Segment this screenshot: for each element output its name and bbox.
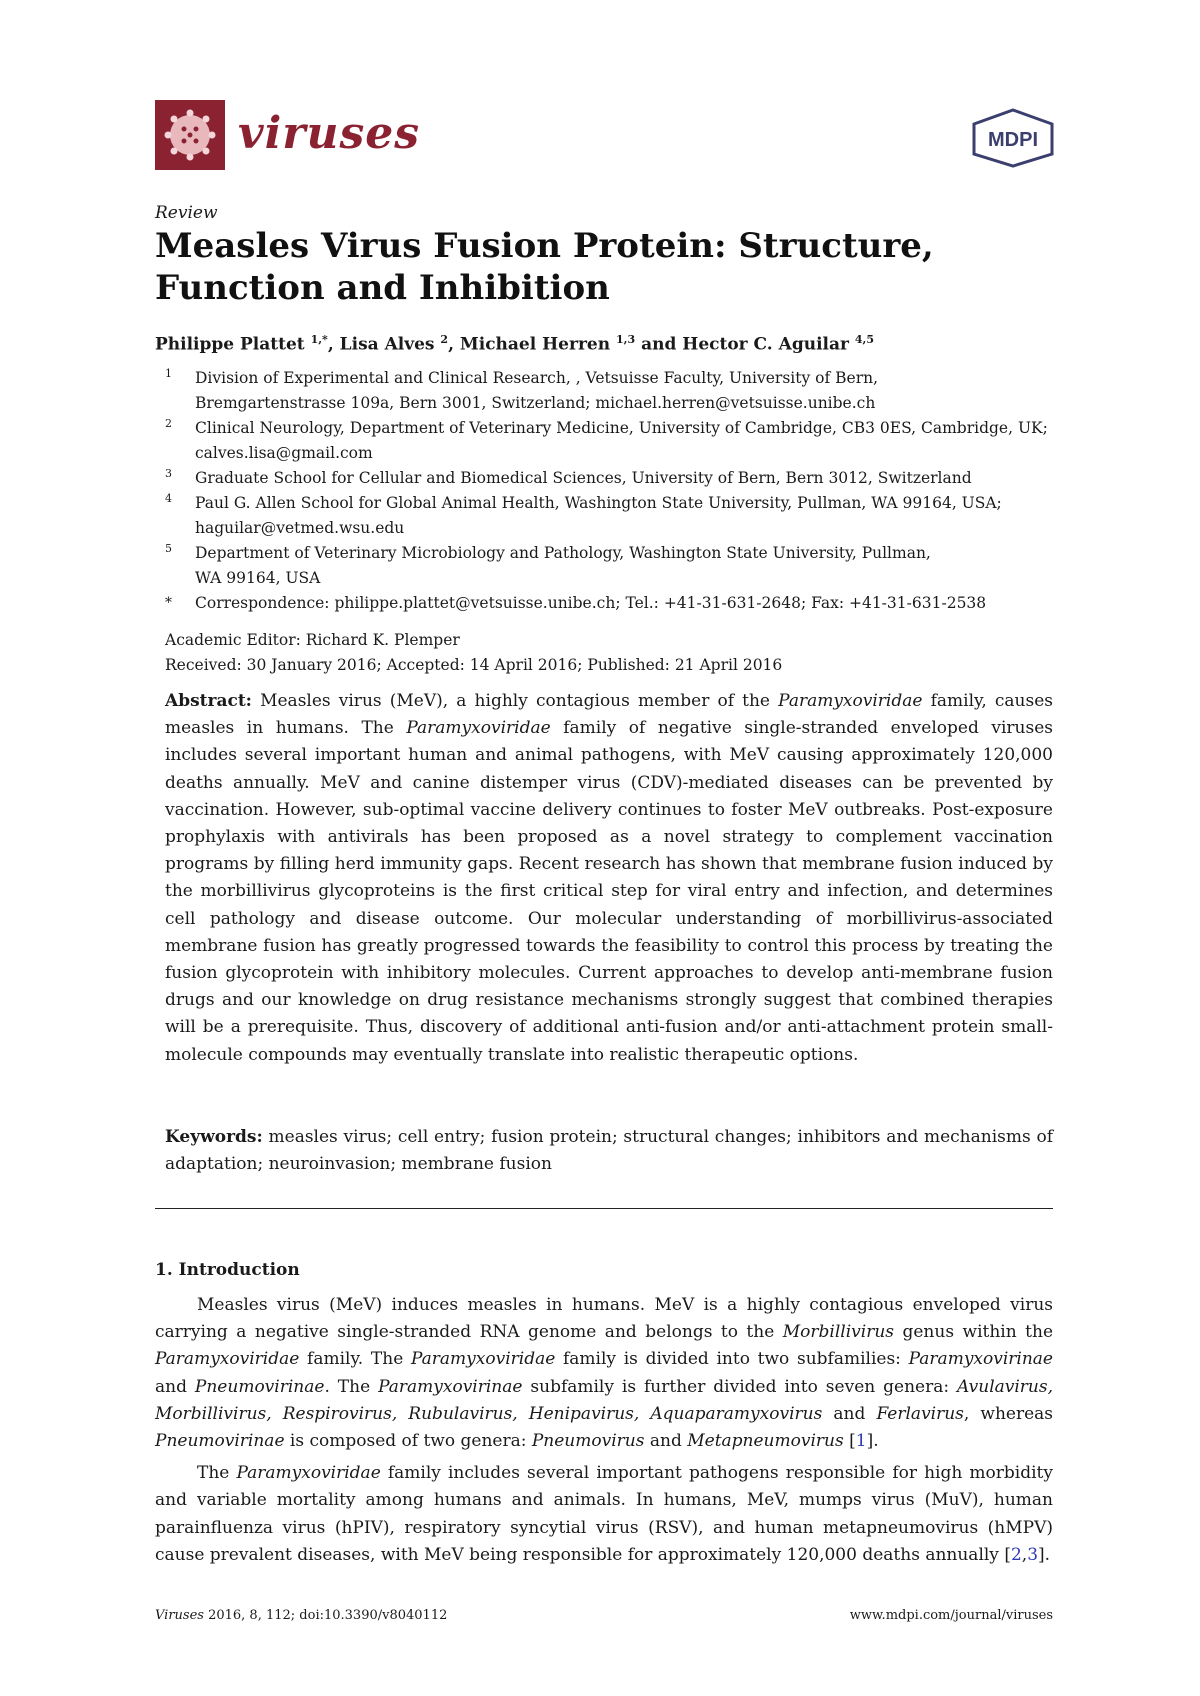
paragraph: Measles virus (MeV) induces measles in humans. MeV is a highly contagious enveloped virus carrying a negative single-stranded RNA genome and belongs to the Morbillivirus genus within the Paramyxoviridae family. The Paramyxoviridae family is divided into two subfamilies: Paramyxovirinae and Pneumovirinae. The Paramyxovirinae subfamily is further divided into seven genera: Avulavirus, Morbillivirus, Respirovirus, Rubulavirus, Henipavirus, Aquaparamyxovirus and Ferlavirus, whereas Pneumovirinae is composed of two genera: Pneumovirus and Metapneumovirus [1].	[155, 1295, 1054, 1452]
abstract: Abstract: Measles virus (MeV), a highly contagious member of the Paramyxoviridae family, causes measles in humans. The Paramyxoviridae family of negative single-stranded enveloped viruses includes several important human and animal pathogens, with MeV causing approximately 120,000 deaths annually. MeV and canine distemper virus (CDV)-mediated diseases can be prevented by vaccination. However, sub-optimal vaccine delivery continues to foster MeV outbreaks. Post-exposure prophylaxis with antivirals has been proposed as a novel strategy to complement vaccination programs by filling herd immunity gaps. Recent research has shown that membrane fusion induced by the morbillivirus glycoproteins is the first critical step for viral entry and infection, and determines cell pathology and disease outcome. Our molecular understanding of morbillivirus-associated membrane fusion has greatly progressed towards the feasibility to control this process by treating the fusion glycoprotein with inhibitory molecules. Current approaches to develop anti-membrane fusion drugs and our knowledge on drug resistance mechanisms strongly suggest that combined therapies will be a prerequisite. Thus, discovery of additional anti-fusion and/or anti-attachment protein small-molecule compounds may eventually translate into realistic therapeutic options.	[165, 691, 1054, 1065]
affiliation-number: 3	[165, 467, 172, 480]
virus-icon	[155, 100, 225, 170]
affiliation-item: 1 Division of Experimental and Clinical Research, , Vetsuisse Faculty, University of Bern, Bremgartenstrasse 109a, Bern 3001, Switzerland; michael.herren@vetsuisse.unibe.ch	[155, 366, 1065, 416]
author-name: Lisa Alves	[339, 334, 435, 355]
affiliation-item: 5 Department of Veterinary Microbiology and Pathology, Washington State University, Pullman, WA 99164, USA	[155, 541, 1065, 591]
affiliation-number: 1	[165, 367, 172, 380]
article-type: Review	[155, 203, 218, 223]
affiliations	[155, 366, 1065, 616]
publication-dates: Received: 30 January 2016; Accepted: 14 April 2016; Published: 21 April 2016	[165, 656, 783, 674]
academic-editor: Academic Editor: Richard K. Plemper	[165, 631, 460, 649]
citation-link[interactable]: 2	[1010, 1544, 1022, 1565]
affiliation-number: 5	[165, 542, 172, 555]
mdpi-logo	[970, 108, 1056, 168]
correspondence: * Correspondence: philippe.plattet@vetsuisse.unibe.ch; Tel.: +41-31-631-2648; Fax: +41-31-631-2538	[155, 591, 1065, 616]
abstract-label: Abstract:	[165, 691, 252, 711]
keywords: Keywords: measles virus; cell entry; fusion protein; structural changes; inhibitors and mechanisms of adaptation; neuroinvasion; membrane fusion	[165, 1127, 1053, 1175]
publisher-logo-text: MDPI	[988, 129, 1038, 151]
author-affiliation-mark: 2	[440, 333, 449, 346]
author-name: Michael Herren	[459, 334, 611, 355]
affiliation-item: 3 Graduate School for Cellular and Biomedical Sciences, University of Bern, Bern 3012, Switzerland	[155, 466, 1065, 491]
article-title: Measles Virus Fusion Protein: Structure, Function and Inhibition	[155, 226, 934, 308]
section-heading: 1. Introduction	[155, 1260, 300, 1280]
author-separator: ,	[327, 334, 340, 355]
paragraph: The Paramyxoviridae family includes several important pathogens responsible for high morbidity and variable mortality among humans and animals. In humans, MeV, mumps virus (MuV), human parainfluenza virus (hPIV), respiratory syncytial virus (RSV), and human metapneumovirus (hMPV) cause prevalent diseases, with MeV being responsible for approximately 120,000 deaths annually [2,3].	[155, 1463, 1053, 1565]
journal-name: viruses	[238, 108, 420, 159]
citation-link[interactable]: 1	[855, 1431, 867, 1452]
intro-body	[155, 1292, 1053, 1569]
section-divider	[155, 1208, 1053, 1209]
author-affiliation-mark: 1,3	[616, 333, 636, 346]
author-name: Philippe Plattet	[155, 334, 305, 355]
author-affiliation-mark: 1,*	[310, 333, 328, 346]
citation-link[interactable]: 3	[1027, 1544, 1039, 1565]
author-separator: ,	[448, 334, 460, 355]
journal-logo	[155, 100, 225, 170]
author-name: Hector C. Aguilar	[682, 334, 849, 355]
author-list	[155, 333, 874, 355]
author-affiliation-mark: 4,5	[854, 333, 875, 346]
footer-journal-url[interactable]: www.mdpi.com/journal/viruses	[849, 1608, 1053, 1623]
affiliation-number: 4	[165, 492, 172, 505]
affiliation-item: 2 Clinical Neurology, Department of Veterinary Medicine, University of Cambridge, CB3 0ES, Cambridge, UK; calves.lisa@gmail.com	[155, 416, 1065, 466]
footer-citation: Viruses 2016, 8, 112; doi:10.3390/v8040112	[155, 1608, 448, 1623]
hexagon-icon	[970, 108, 1056, 168]
affiliation-item: 4 Paul G. Allen School for Global Animal Health, Washington State University, Pullman, WA 99164, USA; haguilar@vetmed.wsu.edu	[155, 491, 1065, 541]
author-separator: and	[635, 334, 683, 355]
affiliation-number: 2	[165, 417, 172, 430]
keywords-label: Keywords:	[165, 1127, 263, 1147]
correspondence-mark: *	[165, 595, 172, 611]
